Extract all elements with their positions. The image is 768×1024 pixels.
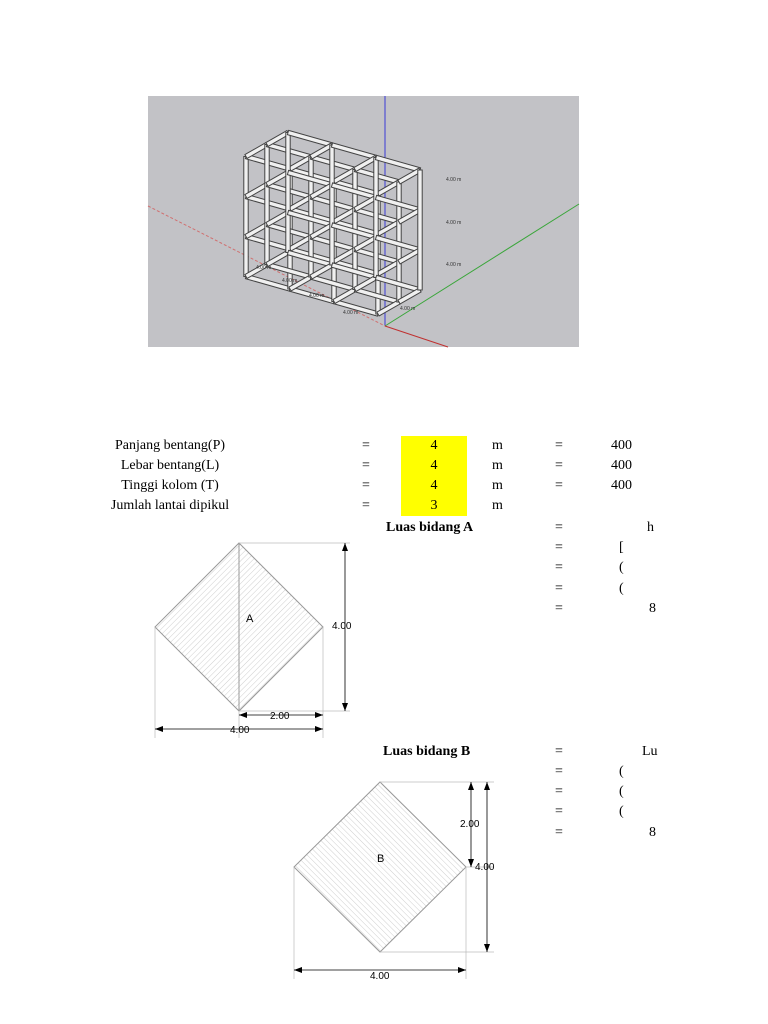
area-a-label: A — [246, 613, 254, 625]
label-lebar: Lebar bentang(L) — [120, 458, 220, 473]
frame-member — [418, 170, 422, 290]
dim-width-2: 4.00 m — [282, 278, 298, 284]
dim-height-3: 4.00 m — [446, 262, 462, 268]
dim-height-2: 4.00 m — [446, 220, 462, 226]
frame-member — [375, 155, 420, 172]
area-b-label: B — [377, 853, 385, 865]
eq2-lebar: = — [555, 458, 563, 473]
area-a-val-4: ( — [619, 581, 624, 596]
eq-tinggi: = — [362, 478, 370, 493]
area-b-shape — [294, 782, 466, 952]
area-b-eq-3: = — [555, 784, 563, 799]
area-b-eq-2: = — [555, 764, 563, 779]
area-a-val-1: h — [647, 520, 654, 535]
eq-panjang: = — [362, 438, 370, 453]
frame-member — [287, 130, 332, 147]
eq-lebar: = — [362, 458, 370, 473]
area-a-eq-3: = — [555, 560, 563, 575]
cm-lebar: 400 — [611, 458, 632, 473]
area-a-eq-1: = — [555, 520, 563, 535]
area-b-eq-1: = — [555, 744, 563, 759]
cm-tinggi: 400 — [611, 478, 632, 493]
dim-width-1: 4.00 m — [256, 265, 272, 271]
dim-height-1: 4.00 m — [446, 177, 462, 183]
area-a-eq-4: = — [555, 581, 563, 596]
eq-jumlah: = — [362, 498, 370, 513]
area-a-val-2: [ — [619, 540, 624, 555]
area-b-val-2: ( — [619, 764, 624, 779]
cm-panjang: 400 — [611, 438, 632, 453]
eq2-tinggi: = — [555, 478, 563, 493]
area-b-dim-width: 4.00 — [370, 971, 390, 982]
label-panjang: Panjang bentang(P) — [114, 438, 226, 453]
area-b-eq-5: = — [555, 825, 563, 840]
area-b-val-5: 8 — [649, 825, 656, 840]
area-a-val-3: ( — [619, 560, 624, 575]
area-b-dim-half: 2.00 — [460, 819, 480, 830]
area-b-val-3: ( — [619, 784, 624, 799]
input-jumlah[interactable]: 3 — [401, 496, 467, 516]
figure-area-a — [150, 538, 360, 740]
input-tinggi[interactable]: 4 — [401, 476, 467, 496]
area-a-eq-2: = — [555, 540, 563, 555]
frame-structure — [244, 130, 422, 316]
area-b-val-4: ( — [619, 804, 624, 819]
area-b-eq-4: = — [555, 804, 563, 819]
heading-area-a: Luas bidang A — [386, 520, 474, 535]
area-a-eq-5: = — [555, 601, 563, 616]
unit-jumlah: m — [492, 498, 503, 513]
frame-member — [374, 158, 378, 278]
input-panjang[interactable]: 4 — [401, 436, 467, 456]
dim-width-4: 4.00 m — [343, 310, 359, 316]
frame-member — [286, 133, 290, 253]
unit-panjang: m — [492, 438, 503, 453]
area-a-dim-height: 4.00 — [332, 621, 352, 632]
figure-area-b — [288, 774, 500, 984]
frame-member — [244, 157, 248, 277]
dim-depth-1: 4.00 m — [400, 306, 416, 312]
dim-width-3: 4.00 m — [309, 293, 325, 299]
area-a-dim-half: 2.00 — [270, 711, 290, 722]
unit-lebar: m — [492, 458, 503, 473]
label-tinggi: Tinggi kolom (T) — [121, 478, 219, 493]
red-axis-solid — [385, 326, 448, 347]
label-jumlah-lantai: Jumlah lantai dipikul — [110, 498, 230, 513]
frame-member — [265, 145, 269, 265]
unit-tinggi: m — [492, 478, 503, 493]
area-a-dim-width: 4.00 — [230, 725, 250, 736]
structure-3d-image — [148, 96, 579, 347]
heading-area-b: Luas bidang B — [383, 744, 471, 759]
input-lebar[interactable]: 4 — [401, 456, 467, 476]
area-b-val-1: Lu — [642, 744, 658, 759]
eq2-panjang: = — [555, 438, 563, 453]
frame-member — [330, 145, 334, 265]
area-b-dim-height: 4.00 — [475, 862, 495, 873]
area-a-val-5: 8 — [649, 601, 656, 616]
frame-member — [331, 143, 376, 160]
